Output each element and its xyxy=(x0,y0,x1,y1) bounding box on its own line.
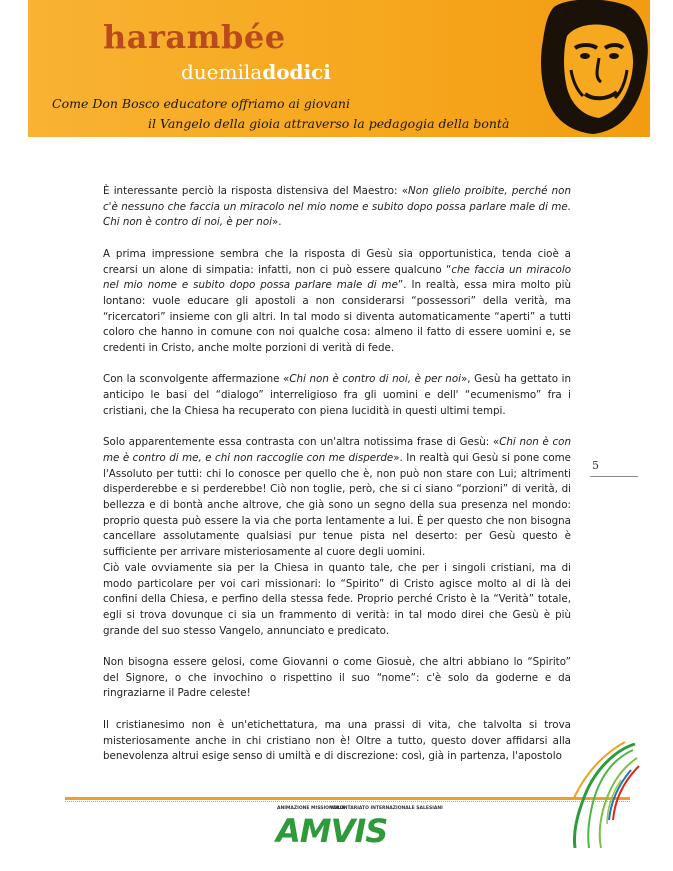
magazine-title: harambée xyxy=(103,18,286,56)
text-run: Non bisogna essere gelosi, come Giovanni o come Giosuè, che altri abbiano lo “Spirito” del Signore, o che invochino o rispettino il suo “nome”: c'è solo da goderne e da ringraziarne il Padre celeste! xyxy=(103,656,571,700)
footer-rule xyxy=(65,797,630,800)
magazine-subtitle xyxy=(181,60,331,84)
paragraph xyxy=(103,561,571,640)
page-number: 5 xyxy=(592,459,599,472)
text-run: Con la sconvolgente affermazione « xyxy=(103,373,290,386)
paragraph xyxy=(103,372,571,419)
decorative-swirl-icon xyxy=(555,740,640,850)
text-run: ”. In realtà, essa mira molto più lontano: vuole educare gli apostoli a non considerarsi “possessori” della verità, ma “ricercatori” insieme con gli altri. In tal modo si diventa automaticamente “aperti” a tutti coloro che hanno in comune con noi qualche cosa: almeno il fatto di essere uomini e, se credenti in Cristo, anche molte porzioni di verità di fede. xyxy=(103,279,571,355)
paragraph xyxy=(103,655,571,702)
text-run: Solo apparentemente essa contrasta con un'altra notissima frase di Gesù: « xyxy=(103,436,500,449)
paragraph xyxy=(103,435,571,561)
motto-line-1: Come Don Bosco educatore offriamo ai giovani xyxy=(52,96,350,111)
motto-line-2: il Vangelo della gioia attraverso la pedagogia della bontà xyxy=(148,116,510,131)
don-bosco-portrait-icon xyxy=(533,0,650,137)
page-number-rule xyxy=(590,476,638,477)
quote-italic: Non glielo proibite, perché non c'è nessuno che faccia un miracolo nel mio nome e subito dopo possa parlare male di me. Chi non è contro di noi, è per noi xyxy=(103,185,572,229)
paragraph xyxy=(103,184,571,231)
text-run: ». In realtà qui Gesù si pone come l'Assoluto per tutti: chi lo conosce per quello che è, non può non stare con Lui; altrimenti disperderebbe e si perderebbe! Ciò non toglie, però, che si ci siano “porzioni” di verità, di bellezza e di bontà anche altrove, che già sono un segno della sua presenza nel mondo: proprio questa può essere la via che porta lentamente a lui. È per questo che non bisogna cancellare assolutamente qualsiasi pur tenue pista nel deserto: per Gesù questo è sufficiente per arrivare misteriosamente al cuore degli uomini. xyxy=(103,451,571,559)
text-run: ». xyxy=(272,216,282,229)
paragraph xyxy=(103,247,571,357)
paragraph xyxy=(103,718,571,765)
text-run: A prima impressione sembra che la risposta di Gesù sia opportunistica, tenda cioè a crearsi un alone di simpatia: infatti, non ci può essere qualcuno “ xyxy=(103,247,571,276)
subtitle-bold: dodici xyxy=(262,60,331,84)
quote-italic: che faccia un miracolo nel mio nome e subito dopo possa parlare male di me xyxy=(103,263,571,292)
amvis-logo: AMVIS xyxy=(276,812,388,850)
quote-italic: Chi non è contro di noi, è per noi xyxy=(289,373,461,386)
logo-caption-right: VOLONTARIATO INTERNAZIONALE SALESIANI xyxy=(330,806,443,811)
article-body xyxy=(103,184,571,781)
text-run: È interessante perciò la risposta distensiva del Maestro: « xyxy=(103,185,408,197)
text-run: Il cristianesimo non è un'etichettatura, ma una prassi di vita, che talvolta si trova misteriosamente anche in chi cristiano non è! Oltre a tutto, questo dover affidarsi alla benevolenza altrui esige senso di umiltà e di discrezione: così, già in partenza, l'apostolo xyxy=(103,718,571,763)
subtitle-prefix: duemila xyxy=(181,60,263,84)
text-run: », Gesù ha gettato in anticipo le basi del “dialogo” interreligioso fra gli uomini e dell' “ecumenismo” fra i cristiani, che la Chiesa ha recuperato con piena lucidità in questi ultimi tempi. xyxy=(103,373,571,417)
text-run: Ciò vale ovviamente sia per la Chiesa in quanto tale, che per i singoli cristiani, ma di modo particolare per voi cari missionari: lo “Spirito” di Cristo agisce molto al di là dei confini della Chiesa, e perfino della stessa fede. Proprio perché Cristo è la “Verità” totale, egli si trova dovunque ci sia un frammento di verità: in tal modo direi che Gesù è più grande del suo stesso Vangelo, annunciato e predicato. xyxy=(103,561,571,637)
footer-rule-dotted xyxy=(65,801,630,802)
logo-caption-left: ANIMAZIONE MISSIONARIA xyxy=(277,806,345,811)
quote-italic: Chi non è con me è contro di me, e chi non raccoglie con me disperde xyxy=(103,436,572,464)
